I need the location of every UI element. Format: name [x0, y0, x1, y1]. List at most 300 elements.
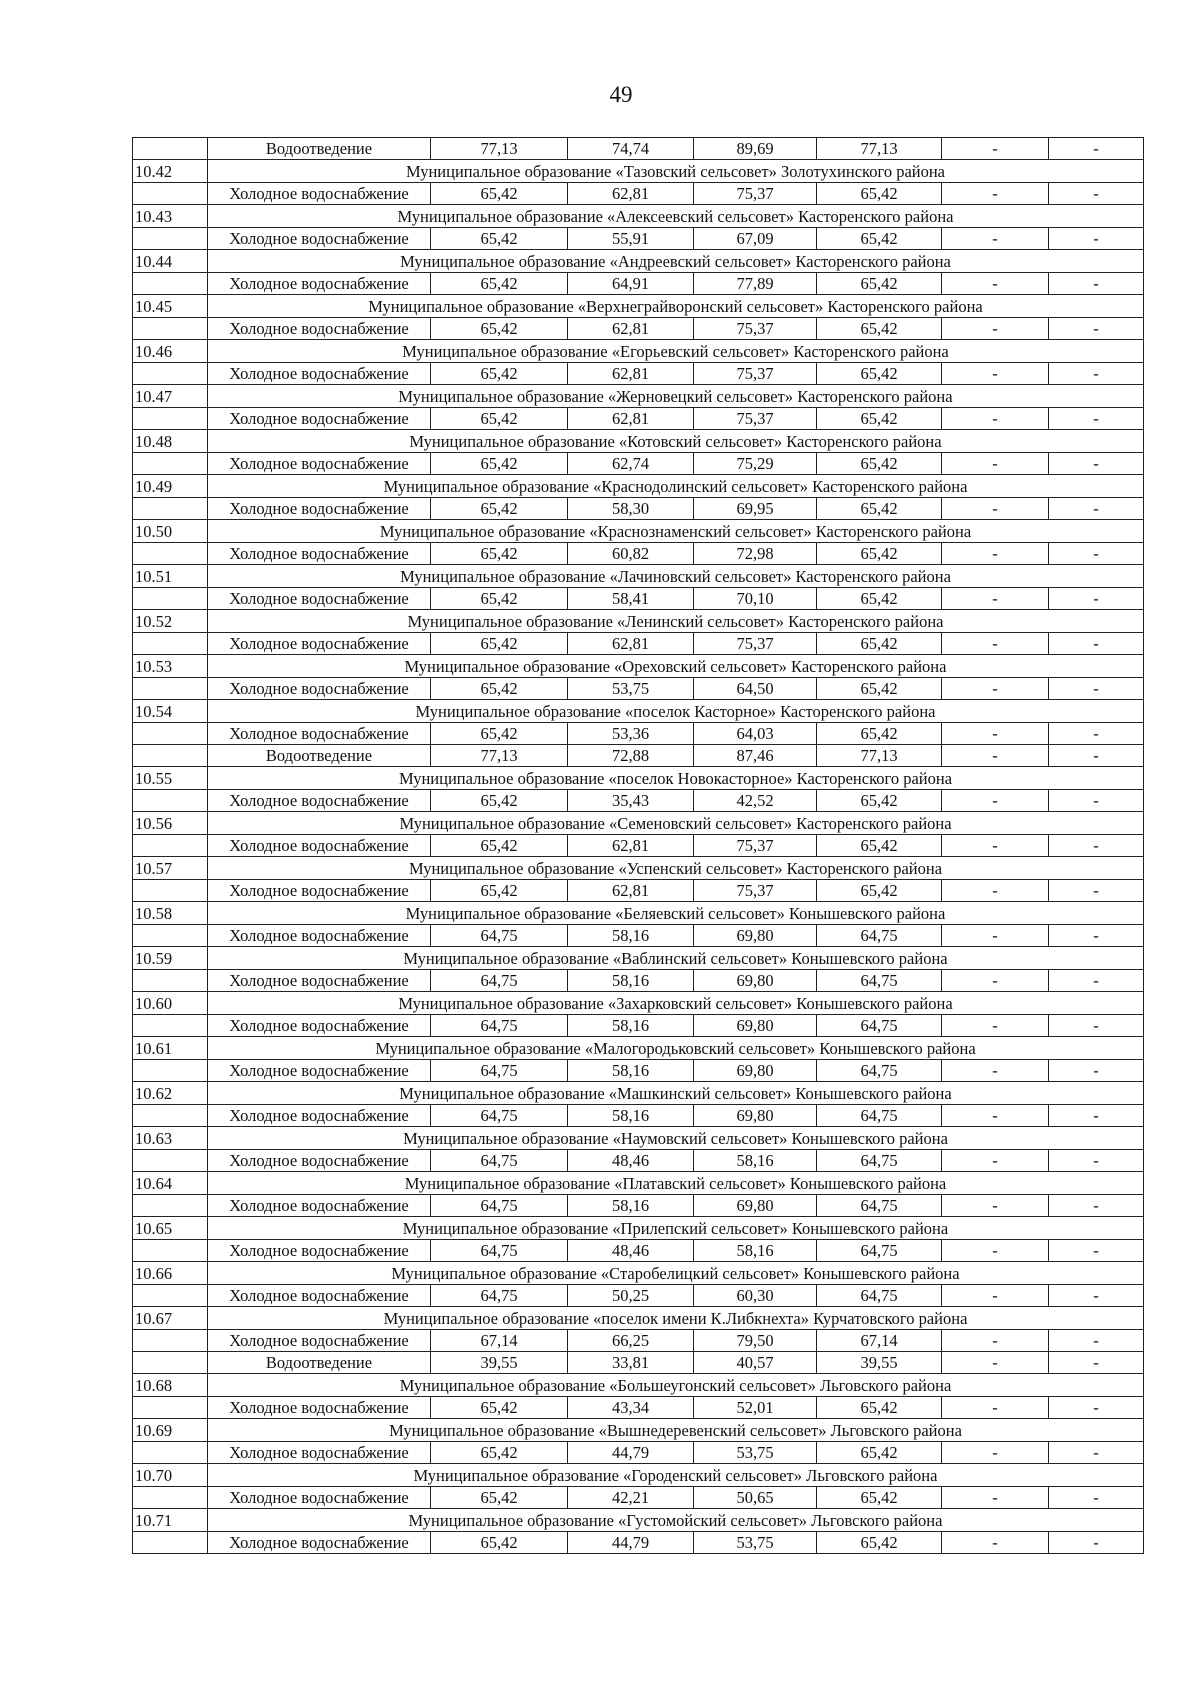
tariff-value-6: - — [1049, 543, 1144, 565]
tariff-value-5: - — [942, 745, 1049, 767]
tariff-value-2: 74,74 — [568, 138, 694, 160]
section-title: Муниципальное образование «Машкинский сельсовет» Конышевского района — [208, 1082, 1144, 1105]
tariff-value-1: 65,42 — [431, 498, 568, 520]
section-title: Муниципальное образование «Платавский сельсовет» Конышевского района — [208, 1172, 1144, 1195]
tariff-value-4: 65,42 — [817, 723, 942, 745]
tariff-value-5: - — [942, 228, 1049, 250]
tariff-value-3: 69,80 — [694, 1060, 817, 1082]
tariff-value-5: - — [942, 723, 1049, 745]
tariff-value-2: 72,88 — [568, 745, 694, 767]
tariff-value-4: 77,13 — [817, 138, 942, 160]
tariff-value-4: 64,75 — [817, 1150, 942, 1172]
tariff-value-4: 64,75 — [817, 1060, 942, 1082]
tariff-value-5: - — [942, 1015, 1049, 1037]
service-row — [133, 880, 1144, 902]
service-row — [133, 273, 1144, 295]
tariff-value-6: - — [1049, 1532, 1144, 1554]
section-row — [133, 1082, 1144, 1105]
service-name: Холодное водоснабжение — [208, 1487, 431, 1509]
tariff-value-2: 58,16 — [568, 925, 694, 947]
section-row — [133, 1127, 1144, 1150]
service-row — [133, 1240, 1144, 1262]
empty-number-cell — [133, 318, 208, 340]
empty-number-cell — [133, 1532, 208, 1554]
tariff-value-1: 65,42 — [431, 228, 568, 250]
empty-number-cell — [133, 453, 208, 475]
tariff-value-3: 70,10 — [694, 588, 817, 610]
tariff-value-6: - — [1049, 588, 1144, 610]
tariff-value-3: 42,52 — [694, 790, 817, 812]
tariff-value-3: 75,37 — [694, 318, 817, 340]
tariff-value-6: - — [1049, 1015, 1144, 1037]
section-title: Муниципальное образование «Вышнедеревенский сельсовет» Льговского района — [208, 1419, 1144, 1442]
section-number: 10.51 — [133, 565, 208, 588]
tariff-value-6: - — [1049, 228, 1144, 250]
service-name: Холодное водоснабжение — [208, 790, 431, 812]
tariff-value-5: - — [942, 1442, 1049, 1464]
section-number: 10.61 — [133, 1037, 208, 1060]
service-row — [133, 138, 1144, 160]
tariff-value-6: - — [1049, 678, 1144, 700]
tariff-value-1: 65,42 — [431, 408, 568, 430]
section-row — [133, 812, 1144, 835]
section-number: 10.42 — [133, 160, 208, 183]
tariff-value-4: 65,42 — [817, 543, 942, 565]
tariff-value-2: 62,81 — [568, 880, 694, 902]
empty-number-cell — [133, 183, 208, 205]
tariff-value-6: - — [1049, 790, 1144, 812]
service-row — [133, 925, 1144, 947]
section-title: Муниципальное образование «Тазовский сельсовет» Золотухинского района — [208, 160, 1144, 183]
tariff-value-4: 64,75 — [817, 1015, 942, 1037]
section-title: Муниципальное образование «Андреевский сельсовет» Касторенского района — [208, 250, 1144, 273]
tariff-value-6: - — [1049, 453, 1144, 475]
section-title: Муниципальное образование «Краснодолинский сельсовет» Касторенского района — [208, 475, 1144, 498]
tariff-value-2: 44,79 — [568, 1442, 694, 1464]
tariff-value-6: - — [1049, 498, 1144, 520]
tariff-value-5: - — [942, 588, 1049, 610]
tariff-value-4: 65,42 — [817, 408, 942, 430]
empty-number-cell — [133, 1330, 208, 1352]
tariff-value-5: - — [942, 273, 1049, 295]
service-row — [133, 1487, 1144, 1509]
tariff-value-4: 39,55 — [817, 1352, 942, 1374]
tariff-value-1: 65,42 — [431, 678, 568, 700]
empty-number-cell — [133, 745, 208, 767]
tariff-value-3: 50,65 — [694, 1487, 817, 1509]
tariff-value-6: - — [1049, 363, 1144, 385]
section-title: Муниципальное образование «Алексеевский сельсовет» Касторенского района — [208, 205, 1144, 228]
empty-number-cell — [133, 1195, 208, 1217]
tariff-value-6: - — [1049, 1285, 1144, 1307]
empty-number-cell — [133, 678, 208, 700]
tariff-value-2: 53,36 — [568, 723, 694, 745]
empty-number-cell — [133, 790, 208, 812]
empty-number-cell — [133, 925, 208, 947]
tariff-value-1: 65,42 — [431, 1397, 568, 1419]
tariff-table — [132, 137, 1144, 1554]
tariff-value-1: 65,42 — [431, 633, 568, 655]
section-title: Муниципальное образование «Малогородьковский сельсовет» Конышевского района — [208, 1037, 1144, 1060]
section-row — [133, 1419, 1144, 1442]
tariff-value-4: 65,42 — [817, 790, 942, 812]
section-row — [133, 385, 1144, 408]
service-row — [133, 1532, 1144, 1554]
tariff-value-5: - — [942, 453, 1049, 475]
tariff-value-1: 65,42 — [431, 363, 568, 385]
tariff-value-4: 65,42 — [817, 633, 942, 655]
section-number: 10.56 — [133, 812, 208, 835]
section-title: Муниципальное образование «Большеугонский сельсовет» Льговского района — [208, 1374, 1144, 1397]
tariff-value-1: 65,42 — [431, 1442, 568, 1464]
empty-number-cell — [133, 138, 208, 160]
service-name: Холодное водоснабжение — [208, 318, 431, 340]
tariff-value-6: - — [1049, 1442, 1144, 1464]
page-number: 49 — [609, 82, 633, 107]
section-number: 10.47 — [133, 385, 208, 408]
tariff-value-2: 33,81 — [568, 1352, 694, 1374]
service-name: Холодное водоснабжение — [208, 228, 431, 250]
tariff-value-2: 62,81 — [568, 318, 694, 340]
tariff-value-6: - — [1049, 408, 1144, 430]
tariff-value-2: 58,30 — [568, 498, 694, 520]
tariff-value-3: 87,46 — [694, 745, 817, 767]
service-row — [133, 1397, 1144, 1419]
tariff-value-4: 64,75 — [817, 970, 942, 992]
tariff-value-5: - — [942, 1285, 1049, 1307]
section-row — [133, 1374, 1144, 1397]
service-name: Холодное водоснабжение — [208, 678, 431, 700]
tariff-value-3: 67,09 — [694, 228, 817, 250]
tariff-value-2: 62,81 — [568, 633, 694, 655]
service-row — [133, 1330, 1144, 1352]
section-row — [133, 520, 1144, 543]
tariff-value-6: - — [1049, 723, 1144, 745]
tariff-value-6: - — [1049, 1150, 1144, 1172]
service-row — [133, 790, 1144, 812]
section-number: 10.66 — [133, 1262, 208, 1285]
tariff-value-1: 65,42 — [431, 1487, 568, 1509]
section-number: 10.60 — [133, 992, 208, 1015]
tariff-value-3: 64,50 — [694, 678, 817, 700]
tariff-value-4: 65,42 — [817, 498, 942, 520]
tariff-value-1: 65,42 — [431, 588, 568, 610]
service-name: Холодное водоснабжение — [208, 1150, 431, 1172]
empty-number-cell — [133, 1352, 208, 1374]
section-row — [133, 1262, 1144, 1285]
empty-number-cell — [133, 1397, 208, 1419]
service-name: Холодное водоснабжение — [208, 1105, 431, 1127]
section-number: 10.58 — [133, 902, 208, 925]
section-title: Муниципальное образование «поселок имени К.Либкнехта» Курчатовского района — [208, 1307, 1144, 1330]
service-row — [133, 1285, 1144, 1307]
tariff-value-1: 64,75 — [431, 1015, 568, 1037]
tariff-value-4: 65,42 — [817, 453, 942, 475]
section-title: Муниципальное образование «Ленинский сельсовет» Касторенского района — [208, 610, 1144, 633]
tariff-value-1: 64,75 — [431, 1240, 568, 1262]
tariff-value-2: 64,91 — [568, 273, 694, 295]
tariff-value-4: 65,42 — [817, 228, 942, 250]
tariff-value-3: 75,37 — [694, 633, 817, 655]
tariff-value-2: 58,16 — [568, 1015, 694, 1037]
tariff-value-4: 65,42 — [817, 1532, 942, 1554]
tariff-value-5: - — [942, 1487, 1049, 1509]
tariff-value-3: 53,75 — [694, 1532, 817, 1554]
tariff-value-2: 50,25 — [568, 1285, 694, 1307]
section-title: Муниципальное образование «поселок Касторное» Касторенского района — [208, 700, 1144, 723]
tariff-value-6: - — [1049, 835, 1144, 857]
tariff-value-1: 65,42 — [431, 183, 568, 205]
tariff-value-5: - — [942, 925, 1049, 947]
service-row — [133, 183, 1144, 205]
tariff-value-5: - — [942, 498, 1049, 520]
section-row — [133, 1307, 1144, 1330]
tariff-value-5: - — [942, 1330, 1049, 1352]
tariff-value-3: 75,37 — [694, 183, 817, 205]
tariff-value-4: 64,75 — [817, 1285, 942, 1307]
tariff-value-5: - — [942, 138, 1049, 160]
section-number: 10.44 — [133, 250, 208, 273]
tariff-value-1: 67,14 — [431, 1330, 568, 1352]
tariff-value-1: 65,42 — [431, 790, 568, 812]
service-row — [133, 543, 1144, 565]
section-number: 10.63 — [133, 1127, 208, 1150]
tariff-value-3: 75,37 — [694, 363, 817, 385]
tariff-value-1: 64,75 — [431, 1285, 568, 1307]
tariff-value-2: 60,82 — [568, 543, 694, 565]
tariff-value-5: - — [942, 318, 1049, 340]
tariff-value-4: 65,42 — [817, 880, 942, 902]
tariff-value-5: - — [942, 1060, 1049, 1082]
tariff-value-2: 62,81 — [568, 363, 694, 385]
tariff-value-3: 75,37 — [694, 880, 817, 902]
tariff-value-6: - — [1049, 1240, 1144, 1262]
tariff-value-5: - — [942, 363, 1049, 385]
section-number: 10.62 — [133, 1082, 208, 1105]
tariff-value-4: 64,75 — [817, 925, 942, 947]
section-row — [133, 340, 1144, 363]
tariff-value-1: 77,13 — [431, 745, 568, 767]
tariff-value-3: 60,30 — [694, 1285, 817, 1307]
service-name: Холодное водоснабжение — [208, 543, 431, 565]
tariff-value-1: 65,42 — [431, 543, 568, 565]
section-title: Муниципальное образование «поселок Новокасторное» Касторенского района — [208, 767, 1144, 790]
service-row — [133, 1015, 1144, 1037]
tariff-value-3: 72,98 — [694, 543, 817, 565]
service-row — [133, 678, 1144, 700]
tariff-value-6: - — [1049, 1487, 1144, 1509]
section-title: Муниципальное образование «Котовский сельсовет» Касторенского района — [208, 430, 1144, 453]
empty-number-cell — [133, 1060, 208, 1082]
tariff-value-1: 64,75 — [431, 1105, 568, 1127]
tariff-value-5: - — [942, 835, 1049, 857]
service-row — [133, 835, 1144, 857]
section-row — [133, 295, 1144, 318]
tariff-value-1: 65,42 — [431, 273, 568, 295]
section-title: Муниципальное образование «Семеновский сельсовет» Касторенского района — [208, 812, 1144, 835]
service-name: Холодное водоснабжение — [208, 880, 431, 902]
tariff-value-6: - — [1049, 1060, 1144, 1082]
tariff-value-2: 58,16 — [568, 1060, 694, 1082]
empty-number-cell — [133, 723, 208, 745]
section-row — [133, 1172, 1144, 1195]
service-row — [133, 970, 1144, 992]
service-name: Холодное водоснабжение — [208, 183, 431, 205]
tariff-value-1: 64,75 — [431, 970, 568, 992]
section-number: 10.57 — [133, 857, 208, 880]
section-row — [133, 475, 1144, 498]
tariff-value-3: 52,01 — [694, 1397, 817, 1419]
tariff-value-3: 58,16 — [694, 1240, 817, 1262]
tariff-value-1: 65,42 — [431, 1532, 568, 1554]
section-number: 10.67 — [133, 1307, 208, 1330]
tariff-value-3: 69,95 — [694, 498, 817, 520]
tariff-value-3: 75,37 — [694, 408, 817, 430]
service-name: Холодное водоснабжение — [208, 970, 431, 992]
service-name: Холодное водоснабжение — [208, 1060, 431, 1082]
section-number: 10.52 — [133, 610, 208, 633]
service-name: Холодное водоснабжение — [208, 1397, 431, 1419]
tariff-value-3: 79,50 — [694, 1330, 817, 1352]
section-row — [133, 1464, 1144, 1487]
tariff-value-2: 44,79 — [568, 1532, 694, 1554]
tariff-value-5: - — [942, 880, 1049, 902]
section-row — [133, 655, 1144, 678]
empty-number-cell — [133, 970, 208, 992]
tariff-value-3: 40,57 — [694, 1352, 817, 1374]
service-name: Холодное водоснабжение — [208, 1285, 431, 1307]
tariff-value-6: - — [1049, 138, 1144, 160]
tariff-value-5: - — [942, 183, 1049, 205]
tariff-value-5: - — [942, 1150, 1049, 1172]
tariff-value-3: 58,16 — [694, 1150, 817, 1172]
service-row — [133, 723, 1144, 745]
service-name: Холодное водоснабжение — [208, 453, 431, 475]
section-number: 10.69 — [133, 1419, 208, 1442]
tariff-value-6: - — [1049, 1105, 1144, 1127]
tariff-value-5: - — [942, 408, 1049, 430]
tariff-value-4: 65,42 — [817, 183, 942, 205]
section-row — [133, 1037, 1144, 1060]
service-row — [133, 498, 1144, 520]
service-name: Холодное водоснабжение — [208, 1442, 431, 1464]
service-name: Холодное водоснабжение — [208, 1195, 431, 1217]
tariff-value-2: 66,25 — [568, 1330, 694, 1352]
service-row — [133, 588, 1144, 610]
tariff-value-5: - — [942, 1397, 1049, 1419]
tariff-value-2: 58,16 — [568, 1195, 694, 1217]
tariff-value-2: 42,21 — [568, 1487, 694, 1509]
section-title: Муниципальное образование «Прилепский сельсовет» Конышевского района — [208, 1217, 1144, 1240]
service-name: Холодное водоснабжение — [208, 588, 431, 610]
section-row — [133, 610, 1144, 633]
tariff-value-3: 75,29 — [694, 453, 817, 475]
section-number: 10.70 — [133, 1464, 208, 1487]
section-title: Муниципальное образование «Успенский сельсовет» Касторенского района — [208, 857, 1144, 880]
tariff-value-5: - — [942, 678, 1049, 700]
tariff-value-4: 65,42 — [817, 588, 942, 610]
tariff-value-4: 65,42 — [817, 1397, 942, 1419]
service-name: Холодное водоснабжение — [208, 1240, 431, 1262]
tariff-value-1: 64,75 — [431, 925, 568, 947]
empty-number-cell — [133, 835, 208, 857]
empty-number-cell — [133, 543, 208, 565]
tariff-value-1: 64,75 — [431, 1150, 568, 1172]
service-name: Холодное водоснабжение — [208, 498, 431, 520]
tariff-value-6: - — [1049, 970, 1144, 992]
tariff-value-3: 77,89 — [694, 273, 817, 295]
empty-number-cell — [133, 588, 208, 610]
tariff-value-5: - — [942, 1352, 1049, 1374]
section-number: 10.53 — [133, 655, 208, 678]
section-number: 10.50 — [133, 520, 208, 543]
tariff-value-6: - — [1049, 925, 1144, 947]
tariff-value-3: 69,80 — [694, 1195, 817, 1217]
tariff-value-5: - — [942, 1105, 1049, 1127]
section-row — [133, 160, 1144, 183]
tariff-value-6: - — [1049, 1397, 1144, 1419]
service-row — [133, 1105, 1144, 1127]
tariff-value-1: 65,42 — [431, 723, 568, 745]
service-row — [133, 228, 1144, 250]
empty-number-cell — [133, 1487, 208, 1509]
tariff-value-2: 62,81 — [568, 835, 694, 857]
tariff-value-6: - — [1049, 745, 1144, 767]
empty-number-cell — [133, 363, 208, 385]
section-row — [133, 992, 1144, 1015]
tariff-value-6: - — [1049, 1195, 1144, 1217]
service-name: Холодное водоснабжение — [208, 363, 431, 385]
service-name: Водоотведение — [208, 745, 431, 767]
tariff-value-5: - — [942, 1195, 1049, 1217]
tariff-value-5: - — [942, 543, 1049, 565]
service-row — [133, 1150, 1144, 1172]
tariff-value-1: 65,42 — [431, 318, 568, 340]
section-row — [133, 767, 1144, 790]
service-name: Холодное водоснабжение — [208, 1015, 431, 1037]
service-row — [133, 745, 1144, 767]
tariff-value-1: 77,13 — [431, 138, 568, 160]
empty-number-cell — [133, 1105, 208, 1127]
section-row — [133, 1217, 1144, 1240]
tariff-value-5: - — [942, 633, 1049, 655]
section-number: 10.59 — [133, 947, 208, 970]
section-title: Муниципальное образование «Ваблинский сельсовет» Конышевского района — [208, 947, 1144, 970]
section-row — [133, 902, 1144, 925]
section-row — [133, 1509, 1144, 1532]
tariff-value-5: - — [942, 1532, 1049, 1554]
tariff-value-2: 58,16 — [568, 970, 694, 992]
tariff-value-2: 55,91 — [568, 228, 694, 250]
tariff-value-1: 64,75 — [431, 1060, 568, 1082]
tariff-value-4: 64,75 — [817, 1240, 942, 1262]
section-row — [133, 250, 1144, 273]
tariff-value-2: 62,81 — [568, 183, 694, 205]
service-name: Водоотведение — [208, 138, 431, 160]
empty-number-cell — [133, 633, 208, 655]
service-name: Водоотведение — [208, 1352, 431, 1374]
tariff-value-4: 64,75 — [817, 1195, 942, 1217]
tariff-value-5: - — [942, 1240, 1049, 1262]
section-title: Муниципальное образование «Густомойский сельсовет» Льговского района — [208, 1509, 1144, 1532]
section-title: Муниципальное образование «Старобелицкий сельсовет» Конышевского района — [208, 1262, 1144, 1285]
service-row — [133, 1060, 1144, 1082]
service-name: Холодное водоснабжение — [208, 408, 431, 430]
tariff-value-5: - — [942, 790, 1049, 812]
section-title: Муниципальное образование «Ореховский сельсовет» Касторенского района — [208, 655, 1144, 678]
empty-number-cell — [133, 498, 208, 520]
tariff-value-4: 64,75 — [817, 1105, 942, 1127]
